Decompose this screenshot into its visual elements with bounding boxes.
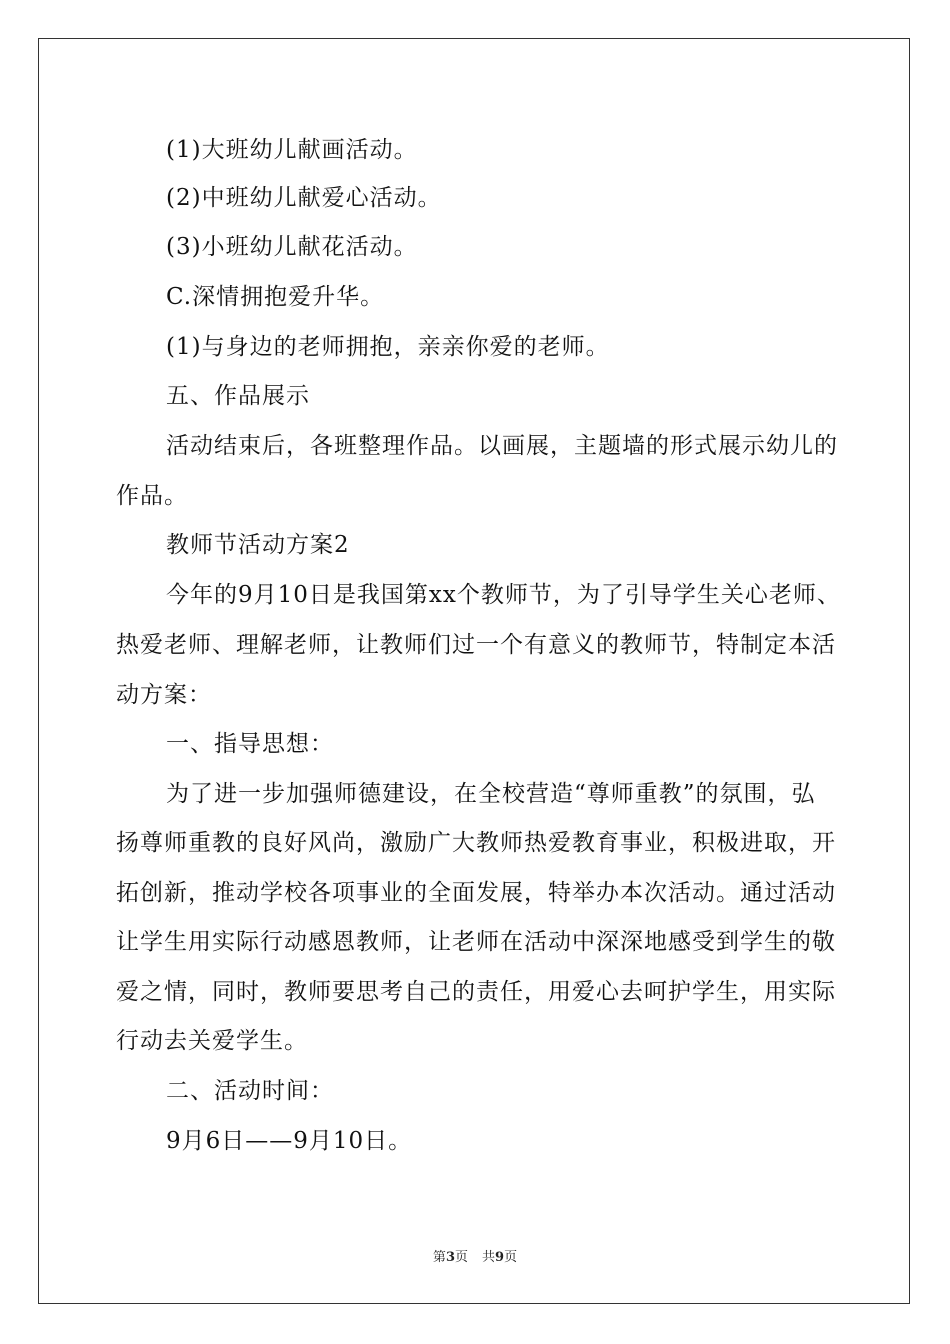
text-line: 活动结束后，各班整理作品。以画展，主题墙的形式展示幼儿的 — [166, 433, 838, 459]
text-line: 作品。 — [116, 483, 188, 509]
text-line: 拓创新，推动学校各项事业的全面发展，特举办本次活动。通过活动 — [116, 880, 836, 906]
text-line: (3)小班幼儿献花活动。 — [166, 234, 418, 260]
text-line: 行动去关爱学生。 — [116, 1028, 308, 1054]
text-line: 让学生用实际行动感恩教师，让老师在活动中深深地感受到学生的敬 — [116, 929, 836, 955]
text-line: 为了进一步加强师德建设，在全校营造“尊师重教”的氛围，弘 — [166, 781, 816, 807]
text-line: (2)中班幼儿献爱心活动。 — [166, 185, 442, 211]
text-line: 今年的9月10日是我国第xx个教师节，为了引导学生关心老师、 — [166, 582, 841, 608]
page-suffix: 页 — [454, 1250, 468, 1265]
total-prefix: 共 — [482, 1250, 496, 1265]
text-line: C.深情拥抱爱升华。 — [166, 284, 385, 310]
text-line: 热爱老师、理解老师，让教师们过一个有意义的教师节，特制定本活 — [116, 632, 836, 658]
page-total: 9 — [495, 1250, 505, 1265]
text-line: (1)大班幼儿献画活动。 — [166, 137, 418, 163]
page-border — [38, 38, 910, 1304]
section-heading: 二、活动时间： — [166, 1078, 334, 1104]
page-current: 3 — [445, 1250, 455, 1265]
document-title: 教师节活动方案2 — [166, 532, 350, 558]
text-line: (1)与身边的老师拥抱，亲亲你爱的老师。 — [166, 334, 610, 360]
page-footer — [0, 1246, 950, 1265]
section-heading: 五、作品展示 — [166, 383, 310, 409]
text-line: 扬尊师重教的良好风尚，激励广大教师热爱教育事业，积极进取，开 — [116, 830, 836, 856]
section-heading: 一、指导思想： — [166, 731, 334, 757]
page-prefix: 第 — [432, 1250, 446, 1265]
text-line: 9月6日——9月10日。 — [166, 1128, 413, 1154]
text-line: 爱之情，同时，教师要思考自己的责任，用爱心去呵护学生，用实际 — [116, 979, 836, 1005]
text-line: 动方案： — [116, 682, 212, 708]
total-suffix: 页 — [504, 1250, 518, 1265]
